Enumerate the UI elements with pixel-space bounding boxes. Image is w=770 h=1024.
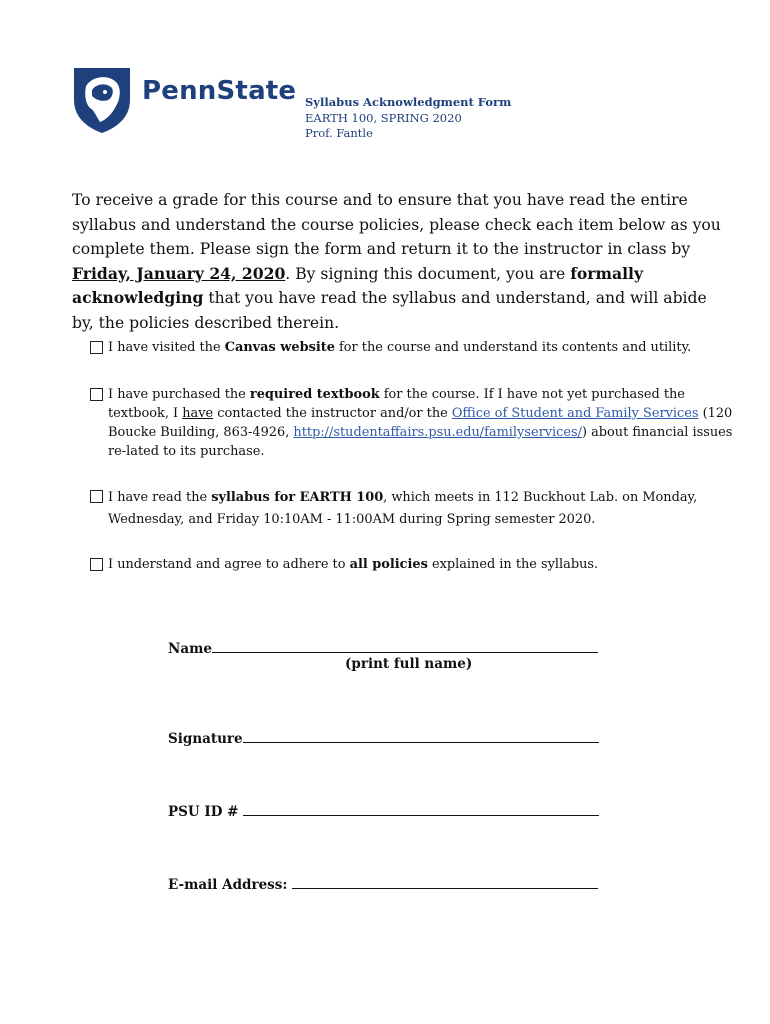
- emphasis-text: formally acknowledging: [72, 263, 644, 307]
- item-bold: all policies: [349, 557, 428, 572]
- family-services-url-link[interactable]: http://studentaffairs.psu.edu/familyservices/: [293, 425, 582, 440]
- intro-text-2: . By signing this document, you are: [285, 264, 571, 283]
- checkbox-canvas[interactable]: [90, 341, 103, 354]
- item-bold: Canvas website: [224, 340, 335, 355]
- instructor-label: Prof. Fantle: [305, 126, 373, 140]
- nittany-lion-shield-icon: [72, 66, 132, 134]
- checkbox-textbook[interactable]: [90, 388, 103, 401]
- item-bold: syllabus for EARTH 100: [211, 490, 384, 505]
- signature-line[interactable]: [243, 728, 599, 743]
- psu-id-line[interactable]: [243, 801, 599, 816]
- deadline: Friday, January 24, 2020: [72, 263, 286, 283]
- name-line[interactable]: [212, 638, 598, 653]
- checklist-item-textbook: [90, 385, 740, 461]
- psu-id-field[interactable]: [168, 801, 599, 820]
- name-field[interactable]: [168, 638, 598, 657]
- form-header: [305, 95, 511, 142]
- print-full-name-note: (print full name): [345, 656, 473, 672]
- email-label: E-mail Address:: [168, 877, 293, 893]
- item-text: I have visited the: [108, 340, 225, 355]
- item-bold: required textbook: [249, 387, 380, 402]
- item-text: contacted the instructor and/or the: [213, 406, 452, 421]
- item-text: (120 Boucke Building, 863-4926,: [108, 406, 733, 440]
- course-label: EARTH 100, SPRING 2020: [305, 110, 462, 125]
- item-text: I have purchased the: [108, 387, 250, 402]
- signature-label: Signature: [168, 731, 243, 747]
- item-text: , which meets in 112 Buckhout Lab. on Monday, Wednesday, and Friday 10:10AM - 11:00AM during Spring semester 2020.: [108, 490, 698, 527]
- checkbox-policies[interactable]: [90, 558, 103, 571]
- item-underlined-text: have: [182, 406, 214, 421]
- email-line[interactable]: [292, 874, 598, 889]
- intro-text-3: that you have read the syllabus and understand, and will abide by, the policies described therein.: [72, 289, 707, 332]
- name-label: Name: [168, 641, 212, 657]
- item-text: explained in the syllabus.: [427, 557, 599, 572]
- item-text: ) about financial issues re-lated to its purchase.: [108, 425, 733, 459]
- intro-paragraph: [72, 188, 722, 335]
- pennstate-logo: [72, 66, 296, 134]
- checklist-item-canvas: [90, 338, 740, 357]
- item-text: for the course and understand its contents and utility.: [334, 340, 692, 355]
- psu-id-label: PSU ID #: [168, 804, 244, 820]
- item-text: I understand and agree to adhere to: [108, 557, 350, 572]
- intro-text-1: To receive a grade for this course and to ensure that you have read the entire syllabus and understand the course policies, please check each item below as you complete them. Please sign the form and return it to the instructor in class by: [72, 191, 721, 258]
- form-title: Syllabus Acknowledgment Form: [305, 95, 512, 109]
- item-text: I have read the: [108, 490, 212, 505]
- checklist-item-syllabus: [90, 487, 740, 531]
- office-link[interactable]: Office of Student and Family Services: [451, 406, 699, 421]
- email-field[interactable]: [168, 874, 598, 893]
- pennstate-wordmark: PennState: [142, 76, 297, 106]
- checkbox-syllabus[interactable]: [90, 490, 103, 503]
- item-text: for the course. If I have not yet purchased the textbook, I: [108, 387, 685, 421]
- signature-field[interactable]: [168, 728, 599, 747]
- checklist-item-policies: [90, 555, 740, 574]
